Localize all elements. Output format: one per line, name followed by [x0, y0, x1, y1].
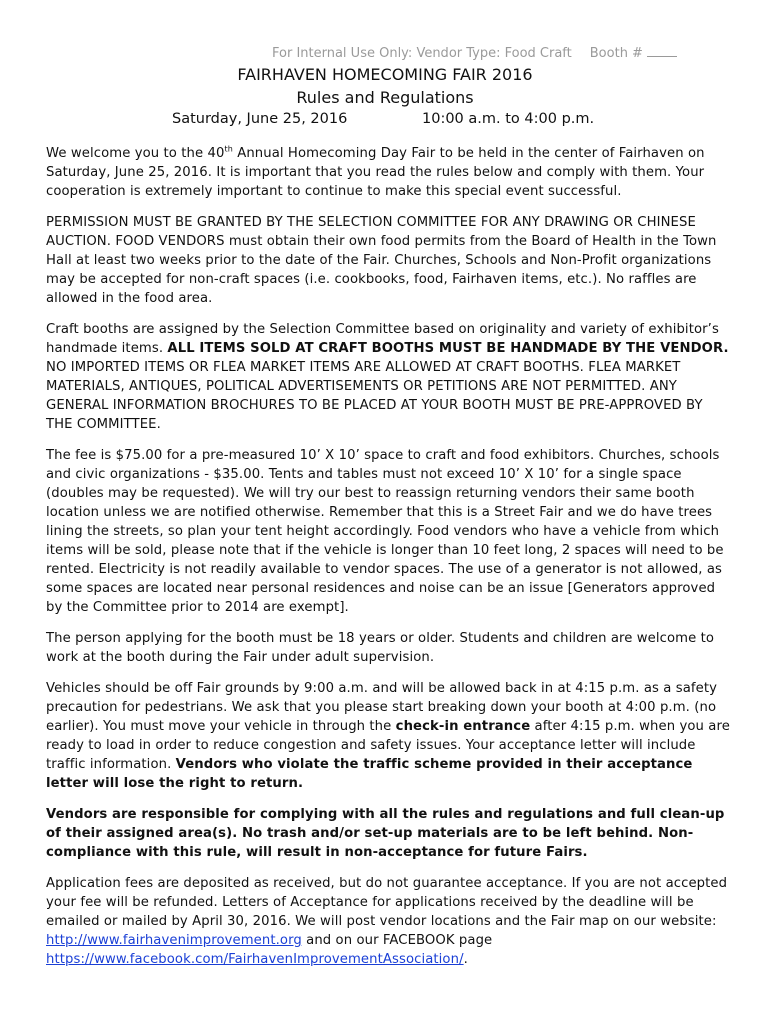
facebook-link[interactable]: https://www.facebook.com/FairhavenImprovementAssociation/	[46, 952, 464, 967]
craft-text-a: Craft booths are assigned by the Selection Committee based on originality and variety of exhibitor’s handmade items.	[46, 322, 719, 356]
internal-use-line	[272, 46, 677, 61]
paragraph-cleanup	[46, 805, 730, 862]
checkin-entrance-bold: check-in entrance	[395, 719, 531, 734]
internal-use-text: For Internal Use Only: Vendor Type: Food Craft	[272, 46, 572, 61]
vehicles-text-b: after 4:15 p.m. when you are ready to load in order to reduce congestion and safety issues. Your acceptance letter will include traffic information.	[46, 719, 730, 772]
date-line	[172, 111, 595, 127]
paragraph-fees: The fee is $75.00 for a pre-measured 10’ X 10’ space to craft and food exhibitors. Churches, schools and civic organizations - $35.00. Tents and tables must not exceed 10’ X 10’ for a single space (doubles may be requested). We will try our best to reassign returning vendors their same booth location unless we are notified otherwise. Remember that this is a Street Fair and we do have trees lining the streets, so plan your tent height accordingly. Food vendors who have a vehicle from which items will be sold, please note that if the vehicle is longer than 10 feet long, 2 spaces will need to be rented. Electricity is not readily available to vendor spaces. The use of a generator is not allowed, as some spaces are located near personal residences and noise can be an issue [Generators approved by the Committee prior to 2014 are exempt].	[46, 448, 724, 615]
welcome-text-a: We welcome you to the 40	[46, 146, 225, 161]
craft-text-b: NO IMPORTED ITEMS OR FLEA MARKET ITEMS ARE ALLOWED AT CRAFT BOOTHS. FLEA MARKET MATERIALS, ANTIQUES, POLITICAL ADVERTISEMENTS OR PETITIONS ARE NOT PERMITTED. ANY GENERAL INFORMATION BROCHURES TO BE PLACED AT YOUR BOOTH MUST BE PRE-APPROVED BY THE COMMITTEE.	[46, 360, 703, 432]
paragraph-age: The person applying for the booth must be 18 years or older. Students and children are welcome to work at the booth during the Fair under adult supervision.	[46, 631, 715, 665]
paragraph-application	[46, 874, 730, 969]
application-text-a: Application fees are deposited as received, but do not guarantee acceptance. If you are not accepted your fee will be refunded. Letters of Acceptance for applications received by the deadline will be emailed or mailed by April 30, 2016. We will post vendor locations and the Fair map on our website:	[46, 876, 728, 929]
document-title: FAIRHAVEN HOMECOMING FAIR 2016	[237, 65, 533, 84]
cleanup-bold: Vendors are responsible for complying with all the rules and regulations and full clean-up of their assigned area(s). No trash and/or set-up materials are to be left behind. Non-compliance with this rule, will result in non-acceptance for future Fairs.	[46, 807, 725, 860]
booth-label: Booth #	[589, 46, 643, 61]
event-date: Saturday, June 25, 2016	[172, 111, 348, 127]
paragraph-welcome	[46, 144, 730, 201]
website-link[interactable]: http://www.fairhavenimprovement.org	[46, 933, 302, 948]
craft-text-bold: ALL ITEMS SOLD AT CRAFT BOOTHS MUST BE HANDMADE BY THE VENDOR.	[167, 341, 729, 356]
welcome-text-b: Annual Homecoming Day Fair to be held in the center of Fairhaven on Saturday, June 25, 2016. It is important that you read the rules below and comply with them. Your cooperation is extremely important to continue to make this special event successful.	[46, 146, 705, 199]
booth-number-blank[interactable]	[647, 46, 677, 57]
application-text-b: and on our FACEBOOK page	[301, 933, 493, 948]
traffic-warning-bold: Vendors who violate the traffic scheme provided in their acceptance letter will lose the right to return.	[46, 757, 693, 791]
event-time: 10:00 a.m. to 4:00 p.m.	[422, 111, 595, 127]
rules-body	[46, 144, 730, 981]
paragraph-vehicles	[46, 679, 730, 793]
vehicles-text-a: Vehicles should be off Fair grounds by 9:00 a.m. and will be allowed back in at 4:15 p.m. as a safety precaution for pedestrians. We ask that you please start breaking down your booth at 4:00 p.m. (no earlier). You must move your vehicle in through the	[46, 681, 718, 734]
document-subtitle: Rules and Regulations	[296, 88, 474, 107]
paragraph-craft-booths	[46, 320, 730, 434]
ordinal-suffix: th	[224, 144, 233, 154]
application-text-c: .	[463, 952, 468, 967]
paragraph-permission: PERMISSION MUST BE GRANTED BY THE SELECTION COMMITTEE FOR ANY DRAWING OR CHINESE AUCTION. FOOD VENDORS must obtain their own food permits from the Board of Health in the Town Hall at least two weeks prior to the date of the Fair. Churches, Schools and Non-Profit organizations may be accepted for non-craft spaces (i.e. cookbooks, food, Fairhaven items, etc.). No raffles are allowed in the food area.	[46, 215, 717, 306]
